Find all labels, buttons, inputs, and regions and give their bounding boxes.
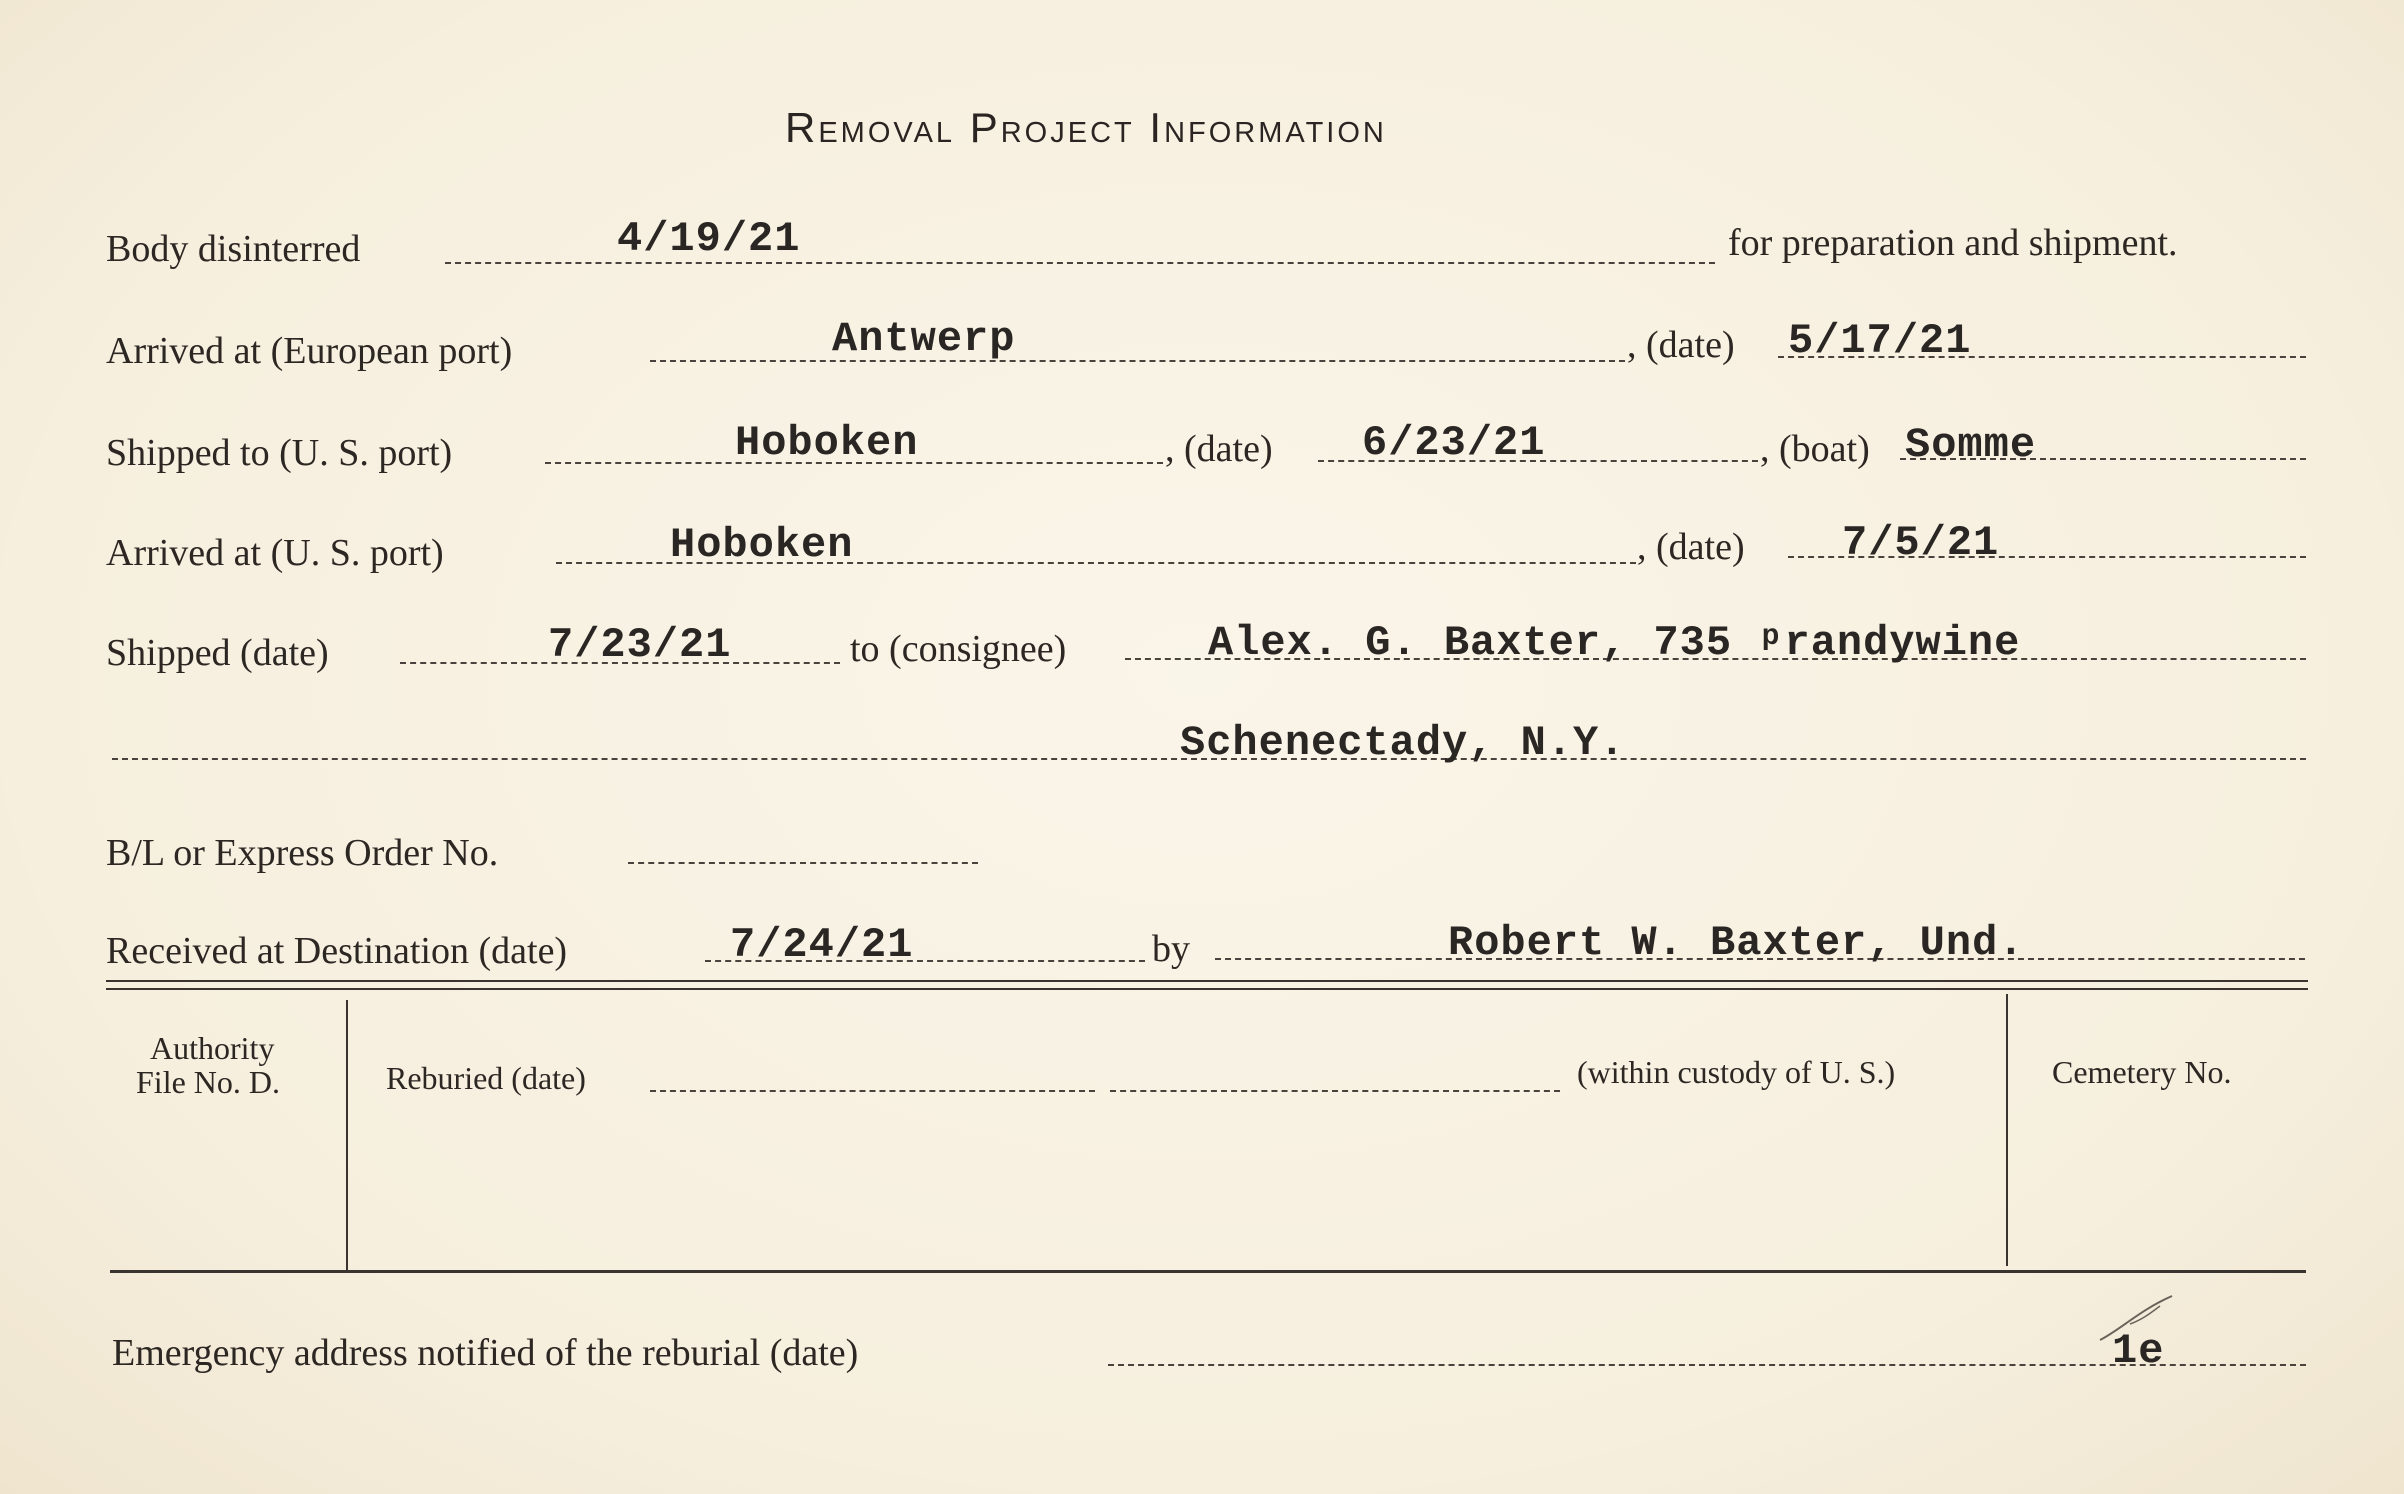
pencil-mark-icon [2090,1290,2180,1350]
emergency-label: Emergency address notified of the reburial (date) [112,1332,859,1374]
emergency-value: 1e [2112,1327,2165,1375]
consignee-label: to (consignee) [850,628,1067,670]
arrived-european-port-value: Antwerp [832,315,1016,363]
arrived-european-date-label: , (date) [1627,324,1735,366]
arrived-us-label: Arrived at (U. S. port) [106,532,444,574]
shipped-date-label: Shipped (date) [106,632,329,674]
shipped-to-boat-label: , (boat) [1760,428,1870,470]
consignee-value: Alex. G. Baxter, 735 ᵖrandywine [1208,619,2021,667]
received-by-label: by [1152,928,1190,970]
table-bottom-rule [110,1270,2306,1273]
arrived-european-dotted-line [650,360,1625,362]
received-by-value: Robert W. Baxter, Und. [1448,919,2025,967]
arrived-us-date-label: , (date) [1637,526,1745,568]
received-date-value: 7/24/21 [730,921,914,969]
received-label: Received at Destination (date) [106,930,568,972]
shipped-to-label: Shipped to (U. S. port) [106,432,453,474]
custody-label: (within custody of U. S.) [1577,1054,1896,1090]
file-no-label: File No. D. [136,1064,280,1100]
card-title: Removal Project Information [785,104,1387,151]
arrived-us-date-value: 7/5/21 [1842,519,2000,567]
shipped-to-date-value: 6/23/21 [1362,419,1546,467]
reburied-dotted-line [650,1090,1095,1092]
custody-dotted-line [1110,1090,1560,1092]
table-divider-right [2006,994,2008,1266]
authority-label: Authority [150,1030,275,1066]
shipped-to-date-label: , (date) [1165,428,1273,470]
consignee-line2-value: Schenectady, N.Y. [1180,719,1626,767]
shipped-to-port-value: Hoboken [735,419,919,467]
disinterred-label: Body disinterred [106,228,361,270]
arrived-us-port-value: Hoboken [670,521,854,569]
reburied-label: Reburied (date) [386,1060,586,1096]
shipped-to-boat-value: Somme [1905,421,2037,469]
disinterred-value: 4/19/21 [617,215,801,263]
cemetery-no-label: Cemetery No. [2052,1054,2232,1090]
bl-order-dotted-line [628,862,978,864]
disinterred-suffix: for preparation and shipment. [1728,222,2178,264]
table-top-rule-inner [106,988,2308,990]
table-divider-left [346,1000,348,1272]
bl-order-label: B/L or Express Order No. [106,832,499,874]
arrived-european-label: Arrived at (European port) [106,330,513,372]
arrived-european-date-value: 5/17/21 [1788,317,1972,365]
shipped-date-value: 7/23/21 [548,621,732,669]
table-top-rule [106,980,2308,982]
